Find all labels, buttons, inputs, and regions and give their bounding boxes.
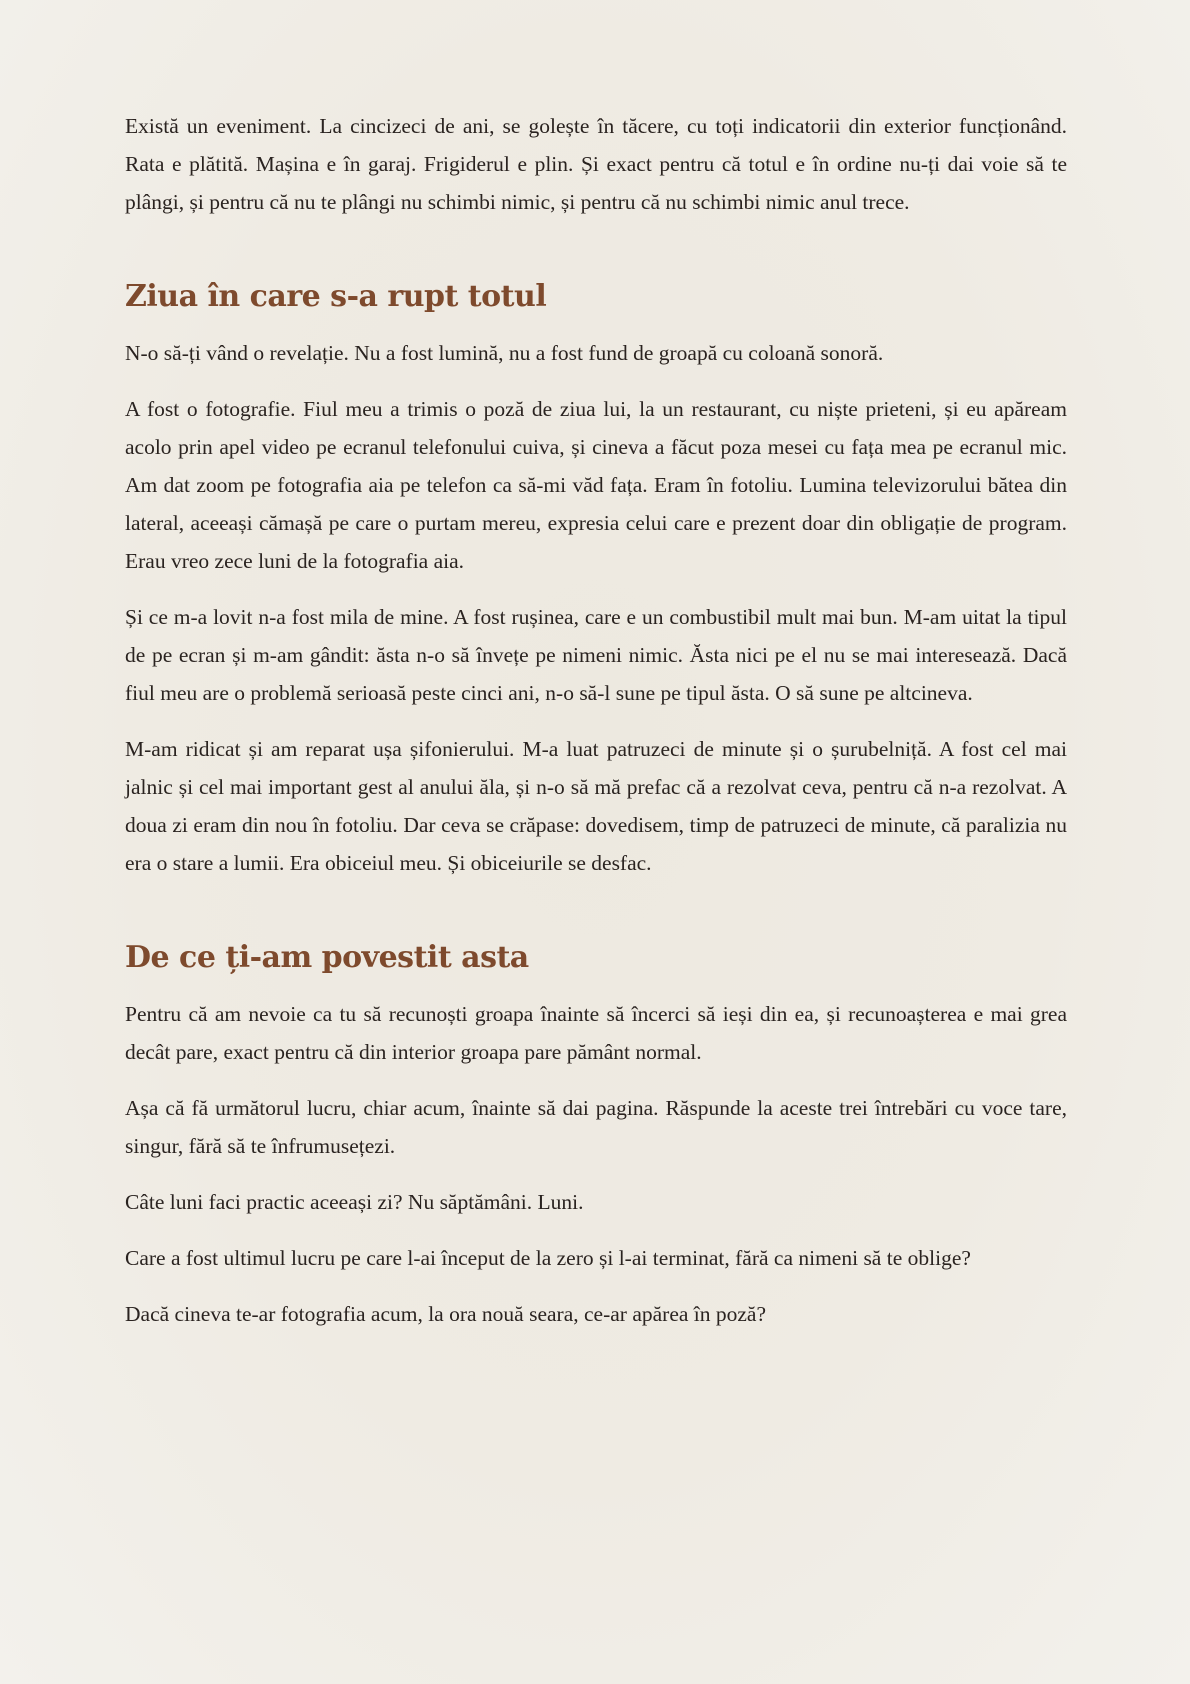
paragraph: A fost o fotografie. Fiul meu a trimis o poză de ziua lui, la un restaurant, cu niște prieteni, și eu apăream acolo prin apel video pe ecranul telefonului cuiva, și cineva a făcut poza mesei cu fața mea pe ecranul mic. Am dat zoom pe fotografia aia pe telefon ca să-mi văd fața. Eram în fotoliu. Lumina televizorului bătea din lateral, aceeași cămașă pe care o purtam mereu, expresia celui care e prezent doar din obligație de program. Erau vreo zece luni de la fotografia aia. — [125, 397, 1067, 573]
paragraph: Și ce m-a lovit n-a fost mila de mine. A fost rușinea, care e un combustibil mult mai bun. M-am uitat la tipul de pe ecran și m-am gândit: ăsta n-o să învețe pe nimeni nimic. Ăsta nici pe el nu se mai interesează. Dacă fiul meu are o problemă serioasă peste cinci ani, n-o să-l sune pe tipul ăsta. O să sune pe altcineva. — [125, 605, 1067, 705]
section-heading-de-ce: De ce ți-am povestit asta — [125, 940, 529, 975]
paragraph: M-am ridicat și am reparat ușa șifonierului. M-a luat patruzeci de minute și o șurubelniță. A fost cel mai jalnic și cel mai important gest al anului ăla, și n-o să mă prefac că a rezolvat ceva, pentru că n-a rezolvat. A doua zi eram din nou în fotoliu. Dar ceva se crăpase: dovedisem, timp de patruzeci de minute, că paralizia nu era o stare a lumii. Era obiceiul meu. Și obiceiurile se desfac. — [125, 737, 1067, 875]
document-page — [125, 107, 1067, 1351]
question-1: Câte luni faci practic aceeași zi? Nu săptămâni. Luni. — [125, 1190, 584, 1214]
section-heading-ziua: Ziua în care s-a rupt totul — [125, 279, 547, 314]
paragraph: Pentru că am nevoie ca tu să recunoști groapa înainte să încerci să ieși din ea, și recunoașterea e mai grea decât pare, exact pentru că din interior groapa pare pământ normal. — [125, 1002, 1067, 1064]
paragraph: Așa că fă următorul lucru, chiar acum, înainte să dai pagina. Răspunde la aceste trei întrebări cu voce tare, singur, fără să te înfrumusețezi. — [125, 1096, 1067, 1158]
intro-paragraph: Există un eveniment. La cincizeci de ani, se golește în tăcere, cu toți indicatorii din exterior funcționând. Rata e plătită. Mașina e în garaj. Frigiderul e plin. Și exact pentru că totul e în ordine nu-ți dai voie să te plângi, și pentru că nu te plângi nu schimbi nimic, și pentru că nu schimbi nimic anul trece. — [125, 114, 1067, 214]
paragraph: N-o să-ți vând o revelație. Nu a fost lumină, nu a fost fund de groapă cu coloană sonoră. — [125, 341, 884, 365]
question-3: Dacă cineva te-ar fotografia acum, la ora nouă seara, ce-ar apărea în poză? — [125, 1302, 767, 1326]
question-2: Care a fost ultimul lucru pe care l-ai început de la zero și l-ai terminat, fără ca nimeni să te oblige? — [125, 1246, 971, 1270]
